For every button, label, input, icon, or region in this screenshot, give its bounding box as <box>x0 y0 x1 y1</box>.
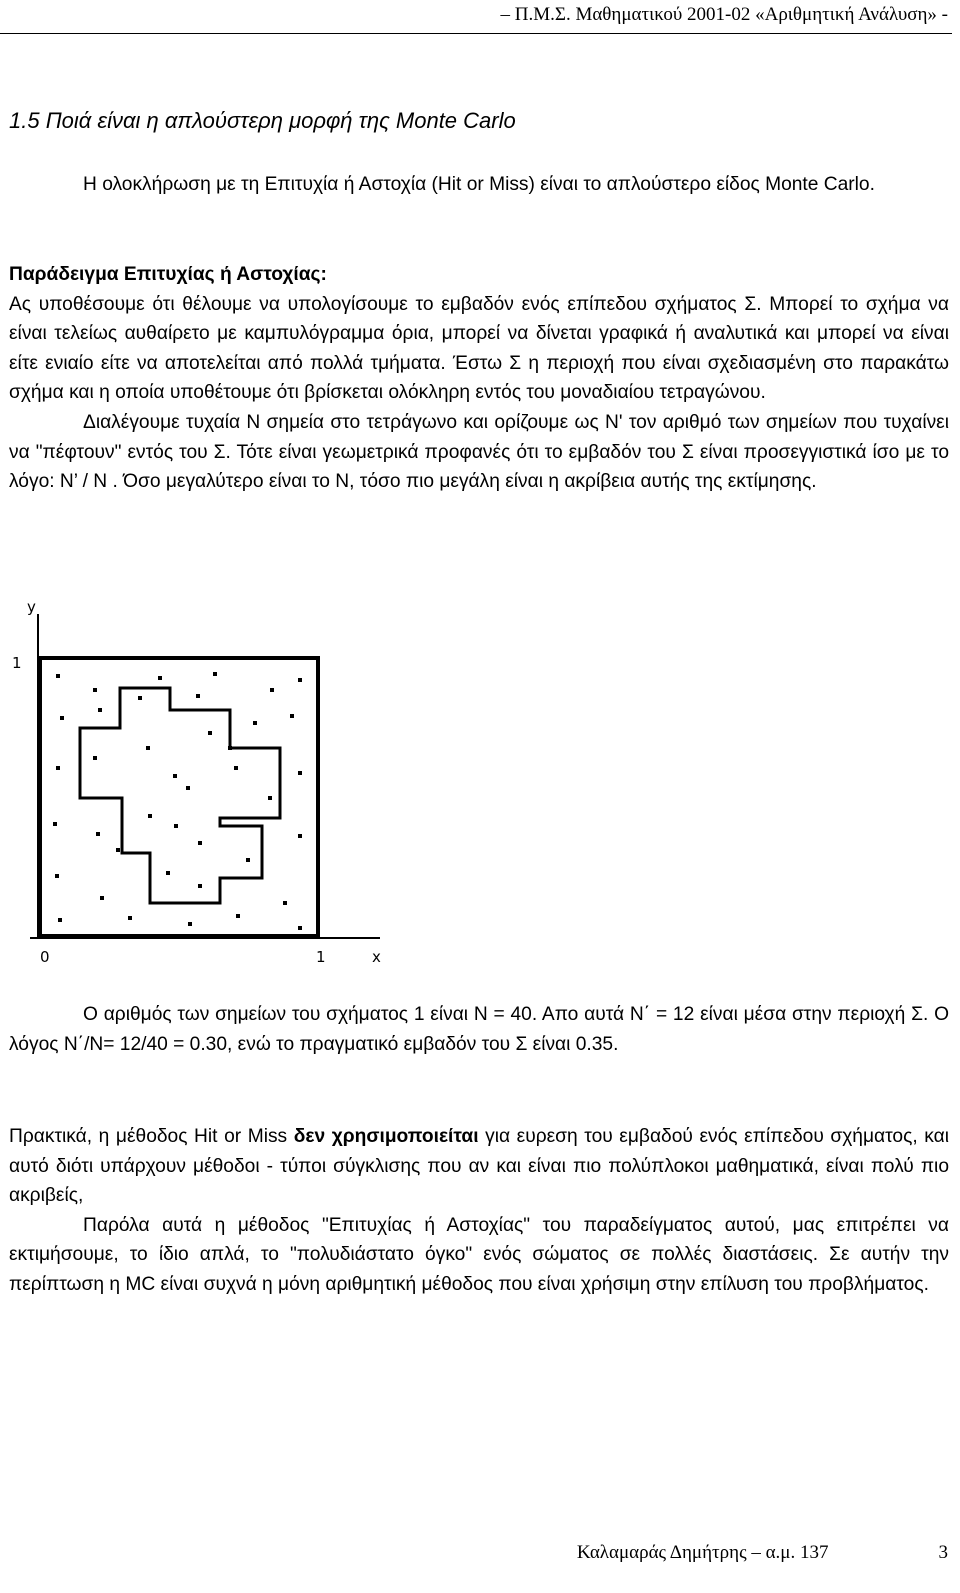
sample-point <box>56 674 60 678</box>
sample-point <box>166 871 170 875</box>
practical-paragraph <box>9 1122 949 1211</box>
header-rule <box>0 33 952 34</box>
practical-text-bold: δεν χρησιμοποιείται <box>293 1126 479 1147</box>
page-number: 3 <box>938 1542 948 1563</box>
page-header: – Π.Μ.Σ. Μαθηματικού 2001-02 «Αριθμητική Ανάλυση» - <box>500 4 948 25</box>
y-axis-label: y <box>27 598 36 616</box>
closing-paragraph: Παρόλα αυτά η μέθοδος "Επιτυχίας ή Αστοχίας" του παραδείγματος αυτού, μας επιτρέπει να εκτιμήσουμε, το ίδιο απλά, το "πολυδιάστατο όγκο" ενός σώματος σε πολλές διαστάσεις. Σε αυτήν την περίπτωση η MC είναι συχνά η μόνη αριθμητική μέθοδος που είναι χρήσιμη στην επίλυση του προβλήματος. <box>9 1214 949 1295</box>
sample-point <box>186 786 190 790</box>
x-axis-label: x <box>372 948 381 966</box>
sample-point <box>96 832 100 836</box>
sample-point <box>246 858 250 862</box>
sample-point <box>60 716 64 720</box>
sample-point <box>138 696 142 700</box>
sample-point <box>298 834 302 838</box>
intro-paragraph: Η ολοκλήρωση με τη Επιτυχία ή Αστοχία (Hit or Miss) είναι το απλούστερο είδος Monte Carlo. <box>83 174 875 195</box>
sample-point <box>298 926 302 930</box>
sample-point <box>198 841 202 845</box>
sample-point <box>290 714 294 718</box>
sample-point <box>196 694 200 698</box>
sample-point <box>188 922 192 926</box>
sample-point <box>56 766 60 770</box>
sample-point <box>146 746 150 750</box>
sample-point <box>158 676 162 680</box>
sample-point <box>208 731 212 735</box>
sample-point <box>236 914 240 918</box>
sample-point <box>213 672 217 676</box>
sample-point <box>253 721 257 725</box>
practical-text-start: Πρακτικά, η μέθοδος Hit or Miss <box>9 1126 294 1147</box>
practical-text-end: για ευρεση του εμβαδού ενός επίπεδου σχήματος, και αυτό διότι υπάρχουν μέθοδοι - τύποι σύγκλισης που αν και είναι πιο πολύπλοκοι μαθηματικά, είναι πολύ πιο ακριβείς, <box>9 1126 949 1207</box>
sample-point <box>298 771 302 775</box>
sample-point <box>174 824 178 828</box>
sample-point <box>270 688 274 692</box>
y-tick-label: 1 <box>12 654 22 672</box>
example-heading: Παράδειγμα Επιτυχίας ή Αστοχίας: <box>9 264 327 285</box>
sample-point <box>148 814 152 818</box>
sample-point <box>198 884 202 888</box>
sample-point <box>234 766 238 770</box>
sample-point <box>283 901 287 905</box>
sample-point <box>173 774 177 778</box>
sample-point <box>98 708 102 712</box>
sample-point <box>93 756 97 760</box>
example-paragraph-1: Ας υποθέσουμε ότι θέλουμε να υπολογίσουμε το εμβαδόν ενός επίπεδου σχήματος Σ. Μπορεί το σχήμα να είναι τελείως αυθαίρετο με καμπυλόγραμμα όρια, μπορεί να δίνεται γραφικά ή αναλυτικά και μπορεί να είναι είτε ενιαίο είτε να αποτελείται από πολλά τμήματα. Έστω Σ η περιοχή που είναι σχεδιασμένη στο παρακάτω σχήμα και η οποία υποθέτουμε ότι βρίσκεται ολόκληρη εντός του μοναδιαίου τετραγώνου. <box>9 293 949 404</box>
region-sigma <box>80 688 280 903</box>
sample-point <box>298 678 302 682</box>
footer-author: Καλαμαράς Δημήτρης – α.μ. 137 <box>576 1542 829 1563</box>
monte-carlo-figure <box>0 598 400 972</box>
sample-point <box>93 688 97 692</box>
section-title: 1.5 Ποιά είναι η απλούστερη μορφή της Monte Carlo <box>9 108 516 133</box>
sample-point <box>128 916 132 920</box>
sample-point <box>55 874 59 878</box>
sample-point <box>53 822 57 826</box>
sample-point <box>268 796 272 800</box>
example-section <box>9 260 949 497</box>
result-section <box>9 1000 949 1059</box>
sample-point <box>58 918 62 922</box>
example-paragraph-2: Διαλέγουμε τυχαία Ν σημεία στο τετράγωνο και ορίζουμε ως Ν' τον αριθμό των σημείων που τυχαίνει να "πέφτουν" εντός του Σ. Τότε είναι γεωμετρικά προφανές ότι το εμβαδόν του Σ είναι προσεγγιστικά ίσο με το λόγο: Ν’ / Ν . Όσο μεγαλύτερο είναι το Ν, τόσο πιο μεγάλη είναι η ακρίβεια αυτής της εκτίμησης. <box>9 411 949 493</box>
page-footer <box>0 1542 948 1564</box>
sample-point <box>228 746 232 750</box>
x-tick-label: 1 <box>316 948 326 966</box>
result-paragraph: Ο αριθμός των σημείων του σχήματος 1 είναι Ν = 40. Απο αυτά Ν΄ = 12 είναι μέσα στην περιοχή Σ. Ο λόγος Ν΄/Ν= 12/40 = 0.30, ενώ το πραγματικό εμβαδόν του Σ είναι 0.35. <box>9 1004 949 1055</box>
origin-label: 0 <box>40 948 50 966</box>
practical-section <box>9 1122 949 1300</box>
sample-point <box>116 848 120 852</box>
sample-point <box>100 896 104 900</box>
